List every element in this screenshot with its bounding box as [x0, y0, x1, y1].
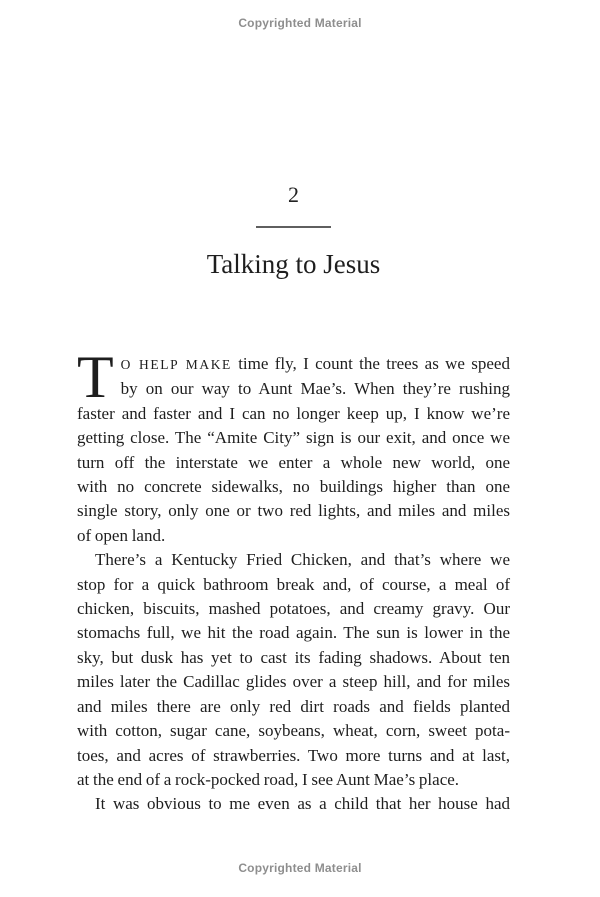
copyright-notice-top: Copyrighted Material	[238, 16, 362, 30]
text-line: getting close. The “Amite City” sign is our exit, and once we	[77, 428, 510, 448]
text-line: and miles there are only red dirt roads and fields planted	[77, 696, 510, 716]
text-line: stomachs full, we hit the road again. The sun is lower in the	[77, 623, 510, 643]
chapter-number: 2	[288, 182, 299, 207]
paragraph	[77, 548, 510, 792]
opening-small-caps: O HELP MAKE	[120, 357, 232, 372]
text-line: chicken, biscuits, mashed potatoes, and creamy gravy. Our	[77, 599, 510, 619]
text-line: It was obvious to me even as a child that her house had	[95, 794, 510, 814]
body-text	[77, 344, 510, 817]
text-line: turn off the interstate we enter a whole new world, one	[77, 452, 510, 472]
text-line: at the end of a rock-pocked road, I see Aunt Mae’s place.	[77, 769, 460, 789]
copyright-notice-bottom: Copyrighted Material	[238, 861, 362, 875]
text-line: stop for a quick bathroom break and, of course, a meal of	[77, 574, 510, 594]
text-line: single story, only one or two red lights, and miles and miles	[77, 501, 510, 521]
text-line: by on our way to Aunt Mae’s. When they’re rushing	[120, 379, 510, 399]
drop-cap: T	[77, 344, 114, 410]
text-line: miles later the Cadillac glides over a steep hill, and for miles	[77, 672, 510, 692]
chapter-title: Talking to Jesus	[206, 249, 381, 279]
text-line: faster and faster and I can no longer keep up, I know we’re	[77, 403, 510, 423]
text-line: with no concrete sidewalks, no buildings higher than one	[77, 477, 510, 497]
text-line: O HELP MAKE time fly, I count the trees as we speed	[120, 354, 510, 373]
paragraph	[77, 792, 510, 816]
text-line: sky, but dusk has yet to cast its fading shadows. About ten	[77, 647, 510, 667]
text-line: with cotton, sugar cane, soybeans, wheat, corn, sweet pota-	[77, 721, 510, 741]
text-line: of open land.	[77, 525, 166, 545]
paragraph	[77, 344, 510, 548]
chapter-divider-rule	[256, 226, 331, 228]
text-line: There’s a Kentucky Fried Chicken, and that’s where we	[95, 550, 510, 570]
text-line: toes, and acres of strawberries. Two more turns and at last,	[77, 745, 510, 765]
